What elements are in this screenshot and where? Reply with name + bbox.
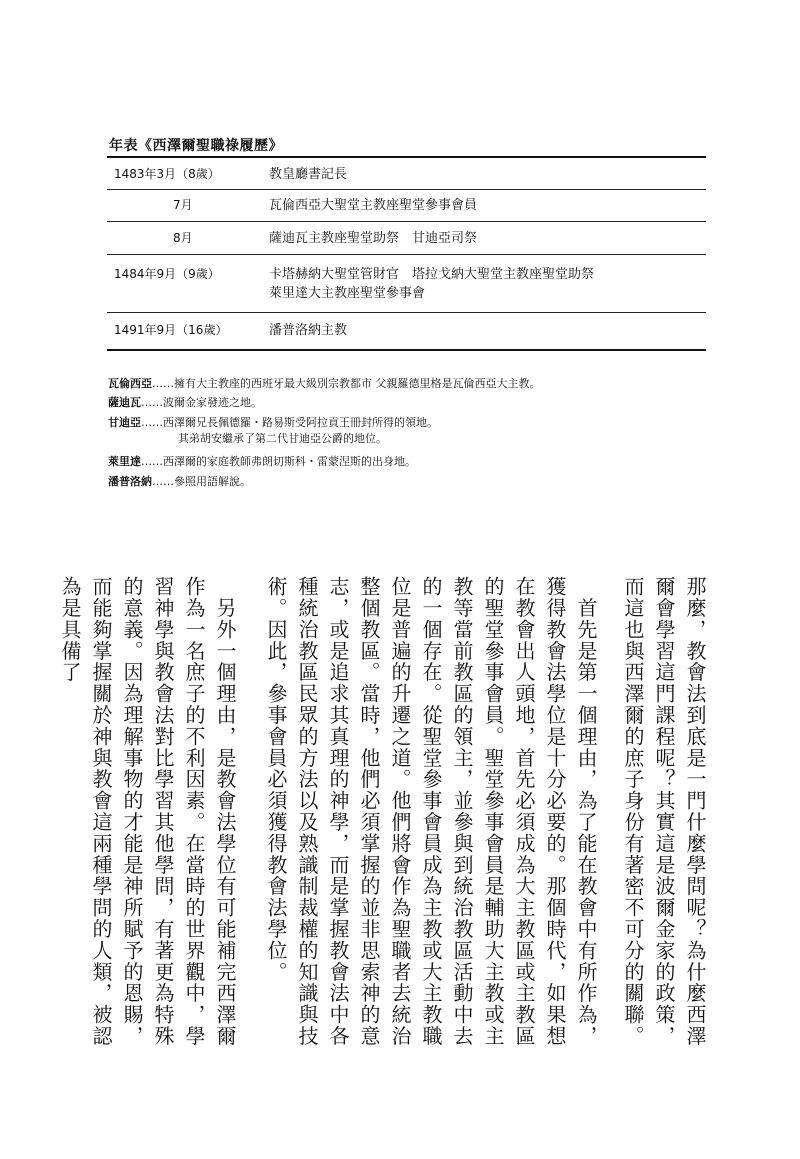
table-bottom-rule: [107, 349, 706, 351]
note-text: ……波爾金家發迹之地。: [141, 396, 262, 409]
row-date: 8月: [173, 231, 193, 245]
note-item: [108, 454, 708, 470]
row-role: 教皇廳書記長: [269, 167, 348, 182]
place-notes: [108, 376, 708, 490]
table-row: [107, 312, 706, 349]
note-text: ……西澤爾的家庭教師弗朗切斯科・雷蒙涅斯的出身地。: [141, 455, 416, 468]
row-date: 1484年9月（9歲）: [114, 267, 220, 281]
row-date: 7月: [173, 198, 193, 212]
note-text: ……西澤爾兄長佩德羅・路易斯受阿拉貢王冊封所得的領地。: [141, 416, 438, 429]
note-term: 瓦倫西亞: [108, 377, 152, 390]
note-item: [108, 376, 708, 392]
row-date: 1491年9月（16歲）: [114, 323, 228, 337]
chronology-title: 年表《西澤爾聖職祿履歷》: [109, 138, 283, 154]
note-term: 薩迪瓦: [108, 396, 141, 409]
note-continuation: 其弟胡安繼承了第二代甘迪亞公爵的地位。: [178, 432, 387, 445]
note-term: 甘迪亞: [108, 416, 141, 429]
role-line: 卡塔赫納大聖堂管財官 塔拉戈納大聖堂主教座聖堂助祭: [269, 267, 595, 282]
note-term: 潘普洛納: [108, 475, 152, 488]
note-text: ……擁有大主教座的西班牙最大級別宗教都市 父親羅德里格是瓦倫西亞大主教。: [152, 377, 541, 390]
body-paragraph-second-reason: 另外一個理由，是教會法學位有可能補完西澤爾作為一名庶子的不利因素。在當時的世界觀中，學習神學與教會法對比學習其他學問，有著更為特殊的意義。因為理解事物的才能是神所賦予的恩賜，而能夠掌握關於神與教會這兩種學問的人類，被認為是具備了: [58, 576, 237, 1047]
note-item: [108, 474, 708, 490]
row-role: 瓦倫西亞大聖堂主教座聖堂參事會員: [269, 198, 478, 213]
note-item: [108, 415, 708, 431]
row-role: [269, 265, 706, 303]
table-row: [107, 254, 706, 312]
note-term: 萊里達: [108, 455, 141, 468]
table-row: [107, 158, 706, 189]
note-item: [108, 395, 708, 411]
chronology-table: [107, 156, 706, 351]
table-row: [107, 221, 706, 254]
table-row: [107, 189, 706, 221]
body-paragraph-first-reason: 首先是第一個理由，為了能在教會中有所作為，獲得教會法學位是十分必要的。那個時代，如果想在教會出人頭地，首先必須成為大主教區或主教區的聖堂參事會員。聖堂參事會員是輔助大主教或主教等當前教區的領主，並參與到統治教區活動中去的一個存在。從聖堂參事會員成為主教或大主教職位是普遍的升遷之道。他們將會作為聖職者去統治整個教區。當時，他們必須掌握的並非思索神的意志，或是追求其真理的神學，而是掌握教會法中各種統治教區民眾的方法以及熟識制裁權的知識與技術。因此，參事會員必須獲得教會法學位。: [264, 576, 598, 1047]
row-role: 潘普洛納主教: [269, 323, 348, 338]
row-role: 薩迪瓦主教座聖堂助祭 甘迪亞司祭: [269, 231, 478, 246]
row-date: 1483年3月（8歲）: [114, 167, 220, 181]
note-text: ……參照用語解說。: [152, 475, 251, 488]
role-line: 萊里達大主教座聖堂參事會: [269, 286, 426, 301]
body-paragraph-intro: 那麼，教會法到底是一門什麼學問呢？為什麼西澤爾會學習這門課程呢？其實這是波爾金家的政策，而這也與西澤爾的庶子身份有著密不可分的關聯。: [621, 576, 707, 1047]
